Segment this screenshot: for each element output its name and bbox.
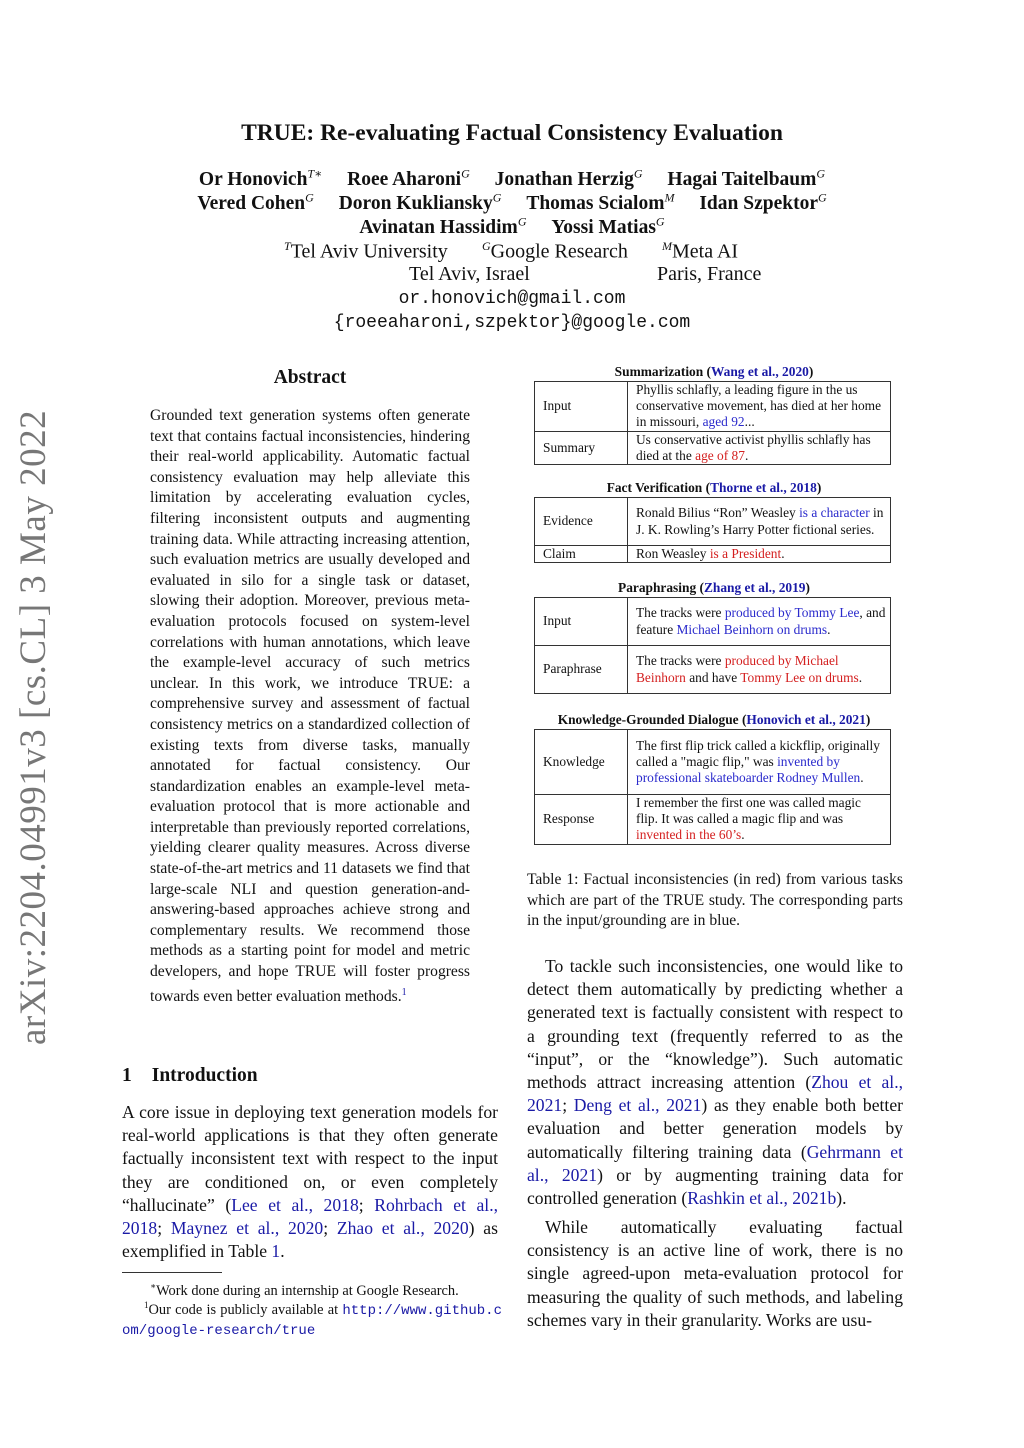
- affiliation-meta: $^M$Meta AI: [662, 239, 739, 263]
- author: Idan Szpektor$^G$: [699, 190, 827, 214]
- table-block-title-paraphrasing: Paraphrasing (Zhang et al., 2019): [618, 580, 810, 595]
- abstract-heading: Abstract: [273, 367, 347, 388]
- table-block-title-fact-verification: Fact Verification (Thorne et al., 2018): [606, 480, 822, 495]
- row-text: The tracks were produced by Tommy Lee, and feature Michael Beinhorn on drums.: [628, 598, 891, 646]
- row-label: Input: [535, 382, 628, 432]
- intro-paragraph: A core issue in deploying text generation models for real-world applications is that they often generate factually inconsistent text with respect to the input they are conditioned on, or even completely “hallucinate” (Lee et al., 2018; Rohrbach et al., 2018; Maynez et al., 2020; Zhao et al., 2020) as exemplified in Table 1.: [122, 1102, 498, 1262]
- table-row: [535, 795, 891, 845]
- table-row: [535, 382, 891, 432]
- authors-row-3: [0, 214, 1024, 239]
- table-row: [535, 730, 891, 795]
- row-label: Claim: [535, 546, 628, 563]
- citation[interactable]: Rashkin et al., 2021b: [687, 1188, 837, 1209]
- table-row: [535, 498, 891, 546]
- email-1[interactable]: or.honovich@gmail.com: [398, 289, 626, 309]
- row-text: Phyllis schlafly, a leading figure in the us conservative movement, has died at her home in missouri, aged 92...: [628, 382, 891, 432]
- citation[interactable]: Zhao et al., 2020: [336, 1218, 469, 1239]
- right-paragraph-2: While automatically evaluating factual consistency is an active line of work, there is no single agreed-upon meta-evaluation protocol for measuring the quality of such methods, and labeling schemes vary in their granularity. Works are usu-: [527, 1217, 903, 1330]
- author: Thomas Scialom$^M$: [526, 190, 675, 214]
- table-dialogue: [534, 729, 891, 845]
- author: Jonathan Herzig$^G$: [494, 166, 643, 190]
- citation[interactable]: Wang et al., 2020: [711, 364, 809, 379]
- footnote-rule: [122, 1272, 222, 1273]
- table-summarization: [534, 381, 891, 465]
- row-label: Response: [535, 795, 628, 845]
- table-ref[interactable]: 1: [271, 1241, 281, 1262]
- table-row: [535, 646, 891, 694]
- affiliation-tau: $^T$Tel Aviv University: [284, 239, 448, 263]
- citation[interactable]: Gehrmann et al., 2021: [527, 1141, 904, 1185]
- author: Or Honovich$^{T∗}$: [198, 166, 323, 190]
- citation[interactable]: Lee et al., 2018: [231, 1194, 359, 1215]
- author: Yossi Matias$^G$: [551, 214, 665, 238]
- row-label: Paraphrase: [535, 646, 628, 694]
- citation[interactable]: Thorne et al., 2018: [710, 480, 817, 495]
- paper-title: TRUE: Re-evaluating Factual Consistency Evaluation: [241, 120, 783, 146]
- footnote-2: $^1$Our code is publicly available at http://www.github.com/google-research/true: [122, 1300, 502, 1339]
- row-text: Ron Weasley is a President.: [628, 546, 891, 563]
- row-text: I remember the first one was called magic flip. It was called a magic flip and was invented in the 60’s.: [628, 795, 891, 845]
- footnote-ref[interactable]: 1: [401, 986, 407, 998]
- table-row: [535, 546, 891, 563]
- citation[interactable]: Maynez et al., 2020: [170, 1218, 324, 1239]
- author: Hagai Taitelbaum$^G$: [667, 166, 826, 190]
- row-label: Evidence: [535, 498, 628, 546]
- citation[interactable]: Zhang et al., 2019: [703, 580, 806, 595]
- table-block-title-dialogue: Knowledge-Grounded Dialogue (Honovich et al., 2021): [557, 712, 871, 727]
- table-fact-verification: [534, 497, 891, 563]
- author: Avinatan Hassidim$^G$: [359, 214, 527, 238]
- row-text: Us conservative activist phyllis schlafly has died at the age of 87.: [628, 431, 891, 464]
- row-label: Input: [535, 598, 628, 646]
- table-row: [535, 598, 891, 646]
- affiliation-google: $^G$Google Research: [482, 239, 628, 263]
- row-label: Knowledge: [535, 730, 628, 795]
- table-paraphrasing: [534, 597, 891, 694]
- location-paris: Paris, France: [657, 263, 762, 285]
- table-caption: Table 1: Factual inconsistencies (in red) from various tasks which are part of the TRUE study. The corresponding parts in the input/grounding are in blue.: [527, 871, 903, 930]
- citation[interactable]: Honovich et al., 2021: [746, 712, 866, 727]
- table-block-title-summarization: Summarization (Wang et al., 2020): [614, 364, 814, 379]
- table-row: [535, 431, 891, 464]
- authors-row-1: [0, 166, 1024, 191]
- email-2[interactable]: {roeeaharoni,szpektor}@google.com: [333, 313, 691, 333]
- row-text: Ronald Bilius “Ron” Weasley is a character in J. K. Rowling’s Harry Potter fictional series.: [628, 498, 891, 546]
- section-heading-intro: 1 Introduction: [122, 1065, 258, 1086]
- row-label: Summary: [535, 431, 628, 464]
- abstract-text: Grounded text generation systems often generate text that contains factual inconsistencies, hindering their real-world applicability. Automatic factual consistency evaluation may help alleviate this limitation by accelerating evaluation cycles, filtering inconsistent outputs and augmenting training data. While attracting increasing attention, such evaluation metrics are usually developed and evaluated in silo for a single task or dataset, slowing their adoption. Moreover, previous meta-evaluation protocols focused on system-level correlations with human annotations, which leave the example-level accuracy of such metrics unclear. In this work, we introduce TRUE: a comprehensive survey and assessment of factual consistency metrics on a standardized collection of existing texts from diverse tasks, manually annotated for factual consistency. Our standardization enables an example-level meta-evaluation protocol that is more actionable and interpretable than previously reported correlations, yielding clearer quality measures. Across diverse state-of-the-art metrics and 11 datasets we find that large-scale NLI and question generation-and-answering-based approaches achieve strong and complementary results. We recommend those methods as a starting point for model and metric developers, and hope TRUE will foster progress towards even better evaluation methods.$^1$: [150, 407, 470, 1005]
- citation[interactable]: Rohrbach et al., 2018: [122, 1194, 498, 1239]
- author: Roee Aharoni$^G$: [347, 166, 470, 190]
- authors-row-2: [0, 190, 1024, 215]
- arxiv-stamp: arXiv:2204.04991v3 [cs.CL] 3 May 2022: [13, 409, 54, 1045]
- row-text: The tracks were produced by Michael Beinhorn and have Tommy Lee on drums.: [628, 646, 891, 694]
- citation[interactable]: Zhou et al., 2021: [527, 1072, 903, 1116]
- code-url-link[interactable]: http://www.github.com/google-research/true: [122, 1302, 502, 1339]
- citation[interactable]: Deng et al., 2021: [573, 1095, 702, 1116]
- author: Doron Kukliansky$^G$: [338, 190, 502, 214]
- location-tel-aviv: Tel Aviv, Israel: [409, 263, 530, 285]
- row-text: The first flip trick called a kickflip, originally called a "magic flip," was invented by professional skateboarder Rodney Mullen.: [628, 730, 891, 795]
- right-paragraph-1: To tackle such inconsistencies, one would like to detect them automatically by predicting whether a generated text is factually consistent with respect to a grounding text (frequently referred to as the “input”, or the “knowledge”). Such automatic methods attract increasing attention (Zhou et al., 2021; Deng et al., 2021) as they enable both better evaluation and better generation models by automatically filtering training data (Gehrmann et al., 2021) or by augmenting training data for controlled generation (Rashkin et al., 2021b).: [527, 956, 904, 1209]
- footnote-1: ∗Work done during an internship at Google Research.: [150, 1281, 459, 1299]
- author: Vered Cohen$^G$: [197, 190, 314, 214]
